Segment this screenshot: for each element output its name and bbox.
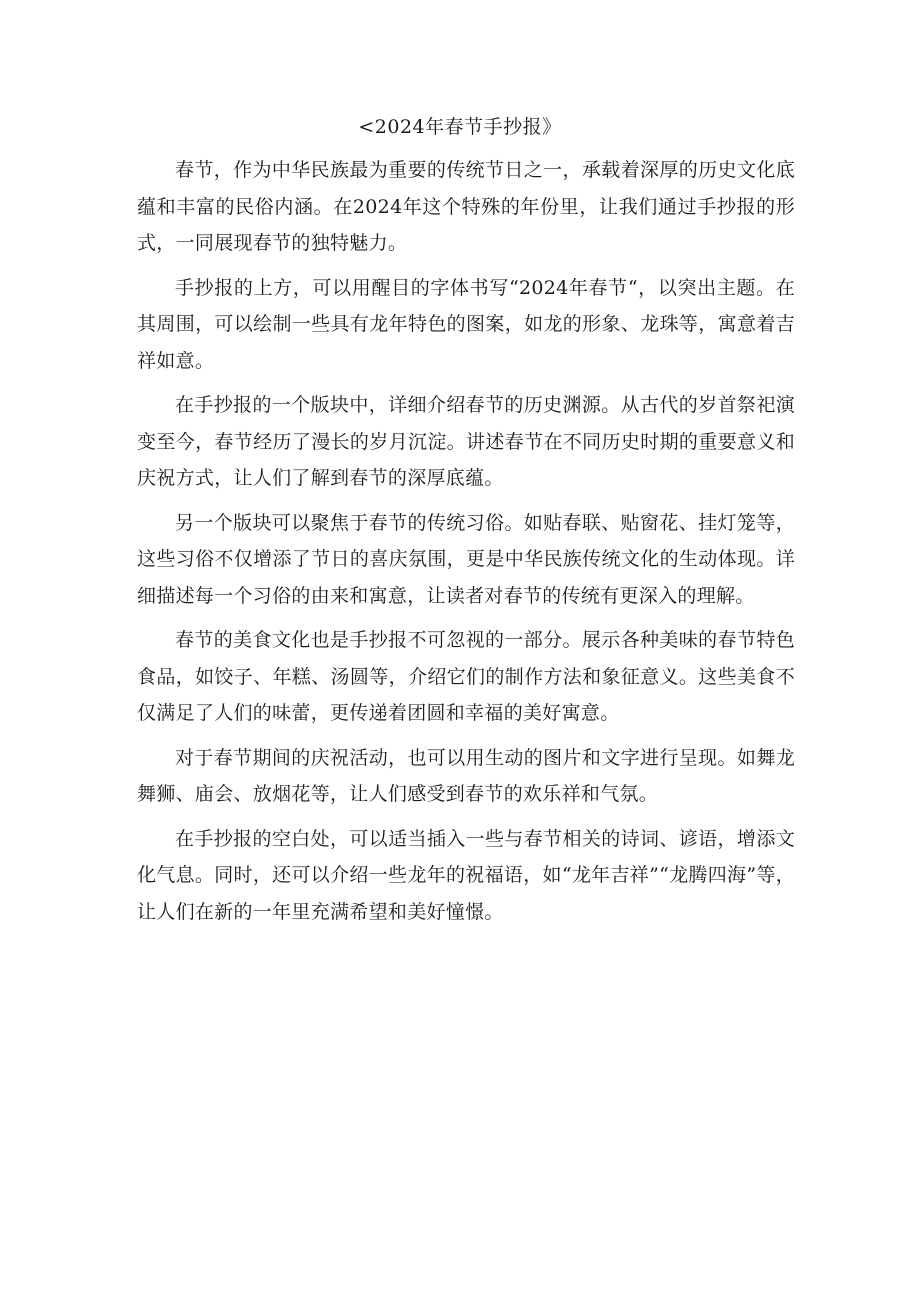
paragraph-customs: 另一个版块可以聚焦于春节的传统习俗。如贴春联、贴窗花、挂灯笼等，这些习俗不仅增添了节日的喜庆氛围，更是中华民族传统文化的生动体现。详细描述每一个习俗的由来和寓意，让读者对春节的传统有更深入的理解。 xyxy=(137,511,795,607)
paragraph-history: 在手抄报的一个版块中，详细介绍春节的历史渊源。从古代的岁首祭祀演变至今，春节经历了漫长的岁月沉淀。讲述春节在不同历史时期的重要意义和庆祝方式，让人们了解到春节的深厚底蕴。 xyxy=(137,394,795,489)
paragraph-header-design: 手抄报的上方，可以用醒目的字体书写“2024年春节“，以突出主题。在其周围，可以绘制一些具有龙年特色的图案，如龙的形象、龙珠等，寓意着吉祥如意。 xyxy=(137,276,795,372)
paragraph-food: 春节的美食文化也是手抄报不可忽视的一部分。展示各种美味的春节特色食品，如饺子、年糕、汤圆等，介绍它们的制作方法和象征意义。这些美食不仅满足了人们的味蕾，更传递着团圆和幸福的美好寓意。 xyxy=(137,629,795,724)
document-title: <2024年春节手抄报》 xyxy=(358,116,562,138)
document-body xyxy=(137,152,795,938)
paragraph-intro: 春节，作为中华民族最为重要的传统节日之一，承载着深厚的历史文化底蕴和丰富的民俗内涵。在2024年这个特殊的年份里，让我们通过手抄报的形式，一同展现春节的独特魅力。 xyxy=(137,159,795,254)
paragraph-activities: 对于春节期间的庆祝活动，也可以用生动的图片和文字进行呈现。如舞龙舞狮、庙会、放烟花等，让人们感受到春节的欢乐祥和气氛。 xyxy=(137,746,795,805)
paragraph-poems-blessings: 在手抄报的空白处，可以适当插入一些与春节相关的诗词、谚语，增添文化气息。同时，还可以介绍一些龙年的祝福语，如“龙年吉祥”“龙腾四海”等，让人们在新的一年里充满希望和美好憧憬。 xyxy=(137,827,795,923)
